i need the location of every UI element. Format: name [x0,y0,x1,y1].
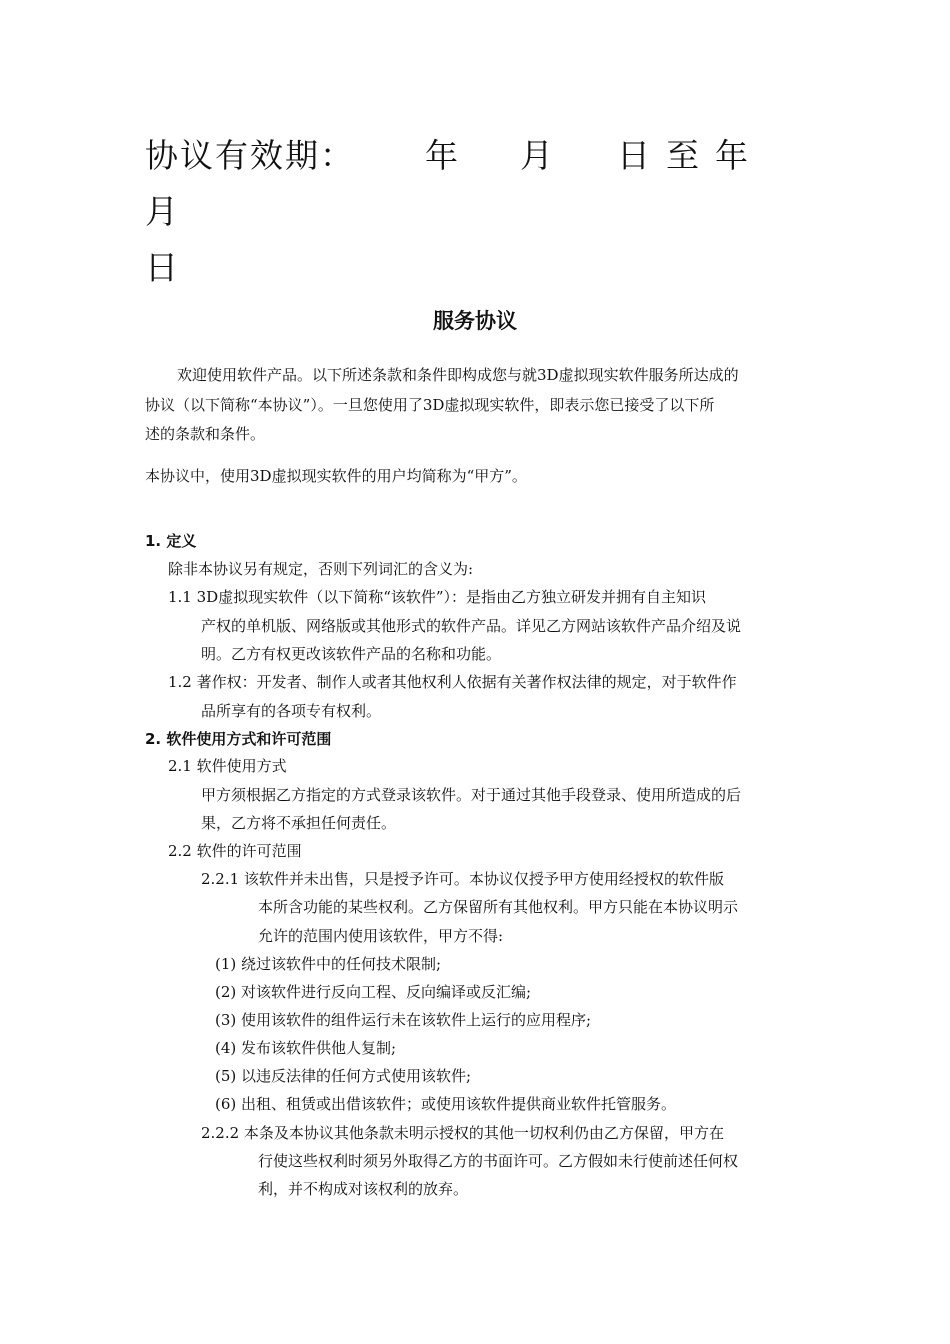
section-1-heading: 1. 定义 [145,532,197,550]
validity-year-1: 年 [425,136,460,175]
restriction-item: (5) 以违反法律的任何方式使用该软件; [215,1067,472,1085]
item-1-1-line-1: 1.1 3D虚拟现实软件（以下简称“该软件”）：是指由乙方独立研发并拥有自主知识 [168,588,707,606]
intro-line-3: 述的条款和条件。 [145,425,266,443]
subsection-2-2-heading: 2.2 软件的许可范围 [168,842,302,860]
restriction-item: (4) 发布该软件供他人复制; [215,1039,397,1057]
item-1-2-line-2: 品所享有的各项专有权利。 [201,702,382,720]
restriction-item: (2) 对该软件进行反向工程、反向编译或反汇编; [215,983,532,1001]
item-1-1-line-3: 明。乙方有权更改该软件产品的名称和功能。 [201,645,502,663]
validity-period [145,128,810,296]
validity-day-1: 日 [617,136,652,175]
validity-to: 至 [666,136,701,175]
subsection-2-1-line-2: 果，乙方将不承担任何责任。 [201,814,397,832]
clause-2-2-2-line-1: 2.2.2 本条及本协议其他条款未明示授权的其他一切权利仍由乙方保留，甲方在 [201,1124,724,1142]
clause-2-2-2-line-2: 行使这些权利时须另外取得乙方的书面许可。乙方假如未行使前述任何权 [258,1152,739,1170]
section-1-lead: 除非本协议另有规定，否则下列词汇的含义为: [168,560,474,578]
subsection-2-1-heading: 2.1 软件使用方式 [168,757,287,775]
validity-month-1: 月 [520,136,555,175]
clause-2-2-1-line-3: 允许的范围内使用该软件，甲方不得: [258,927,504,945]
intro-line-1: 欢迎使用软件产品。以下所述条款和条件即构成您与就3D虚拟现实软件服务所达成的 [177,366,739,384]
item-1-2-line-1: 1.2 著作权：开发者、制作人或者其他权利人依据有关著作权法律的规定，对于软件作 [168,673,737,691]
validity-month-2: 月 [145,192,180,231]
section-2-heading: 2. 软件使用方式和许可范围 [145,730,332,748]
validity-day-2: 日 [145,248,180,287]
clause-2-2-1-line-2: 本所含功能的某些权利。乙方保留所有其他权利。甲方只能在本协议明示 [258,898,739,916]
subsection-2-1-line-1: 甲方须根据乙方指定的方式登录该软件。对于通过其他手段登录、使用所造成的后 [201,786,742,804]
item-1-1-line-2: 产权的单机版、网络版或其他形式的软件产品。详见乙方网站该软件产品介绍及说 [201,617,742,635]
clause-2-2-2-line-3: 利，并不构成对该权利的放弃。 [258,1180,469,1198]
restriction-item: (3) 使用该软件的组件运行未在该软件上运行的应用程序; [215,1011,592,1029]
restriction-item: (6) 出租、租赁或出借该软件；或使用该软件提供商业软件托管服务。 [215,1095,677,1113]
intro-line-2: 协议（以下简称“本协议”）。一旦您使用了3D虚拟现实软件，即表示您已接受了以下所 [145,396,715,414]
validity-year-2: 年 [715,136,750,175]
document-title: 服务协议 [433,309,517,333]
clause-2-2-1-line-1: 2.2.1 该软件并未出售，只是授予许可。本协议仅授予甲方使用经授权的软件版 [201,870,724,888]
validity-label: 协议有效期： [145,136,355,175]
intro-paragraph-2: 本协议中，使用3D虚拟现实软件的用户均简称为“甲方”。 [145,467,527,485]
restriction-item: (1) 绕过该软件中的任何技术限制; [215,955,442,973]
